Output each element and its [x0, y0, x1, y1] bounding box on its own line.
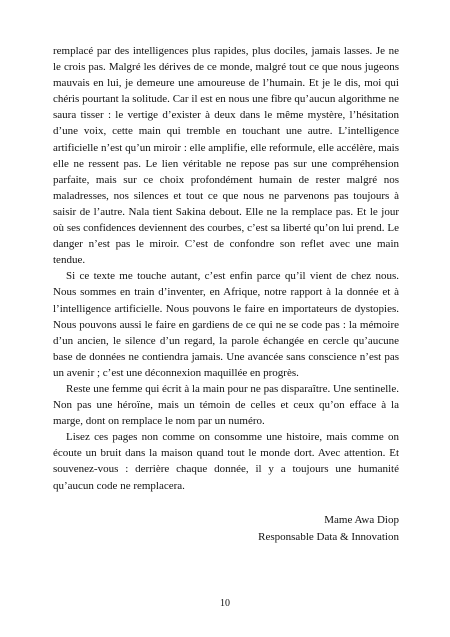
- signature-block: [53, 512, 399, 546]
- paragraph-4: Lisez ces pages non comme on consomme une histoire, mais comme on écoute un bruit dans la maison quand tout le monde dort. Avec attention. Et souvenez-vous : derrière chaque donnée, il y a toujours une humanité qu’aucun code ne remplacera.: [53, 431, 399, 492]
- paragraph-2: Si ce texte me touche autant, c’est enfin parce qu’il vient de chez nous. Nous sommes en train d’inventer, en Afrique, notre rapport à la donnée et à l’intelligence artificielle. Nous pouvons le faire en importateurs de dystopies. Nous pouvons aussi le faire en gardiens de ce qui ne se code pas : la mémoire d’un ancien, le silence d’un regard, la parole échangée en cercle qu’aucune base de données ne contiendra jamais. Une avancée sans conscience n’est pas un avenir ; c’est une déconnexion maquillée en progrès.: [53, 270, 399, 379]
- paragraph-3: Reste une femme qui écrit à la main pour ne pas disparaître. Une sentinelle. Non pas une héroïne, mais un témoin de celles et ceux qu’on efface à la marge, dont on remplace le nom par un numéro.: [53, 382, 399, 428]
- author-role: Responsable Data & Innovation: [258, 531, 399, 543]
- paragraph-1: remplacé par des intelligences plus rapides, plus dociles, jamais lasses. Je ne le crois pas. Malgré les dérives de ce monde, malgré tout ce que nous jugeons mauvais en lui, je demeure une amoureuse de l’humain. Et je le dis, moi qui chéris pourtant la solitude. Car il est en nous une fibre qu’aucun algorithme ne saura tisser : le vertige d’exister à deux dans le même mystère, l’hésitation d’une voix, cette main qui tremble en touchant une autre. L’intelligence artificielle n’est qu’un miroir : elle amplifie, elle reformule, elle accélère, mais elle ne ressent pas. Le lien véritable ne repose pas sur une compréhension parfaite, mais sur ce choix profondément humain de rester malgré nos maladresses, nos silences et tout ce que nous ne parvenons pas toujours à saisir de l’autre. Nala tient Sakina debout. Elle ne la remplace pas. Et le jour où ses confidences deviennent des courbes, c’est sa liberté qu’on lui prend. Le danger n’est pas le miroir. C’est de confondre son reflet avec une main tendue.: [53, 45, 399, 267]
- body-text: [53, 43, 399, 494]
- page-number: 10: [220, 598, 230, 609]
- author-name: Mame Awa Diop: [324, 514, 399, 526]
